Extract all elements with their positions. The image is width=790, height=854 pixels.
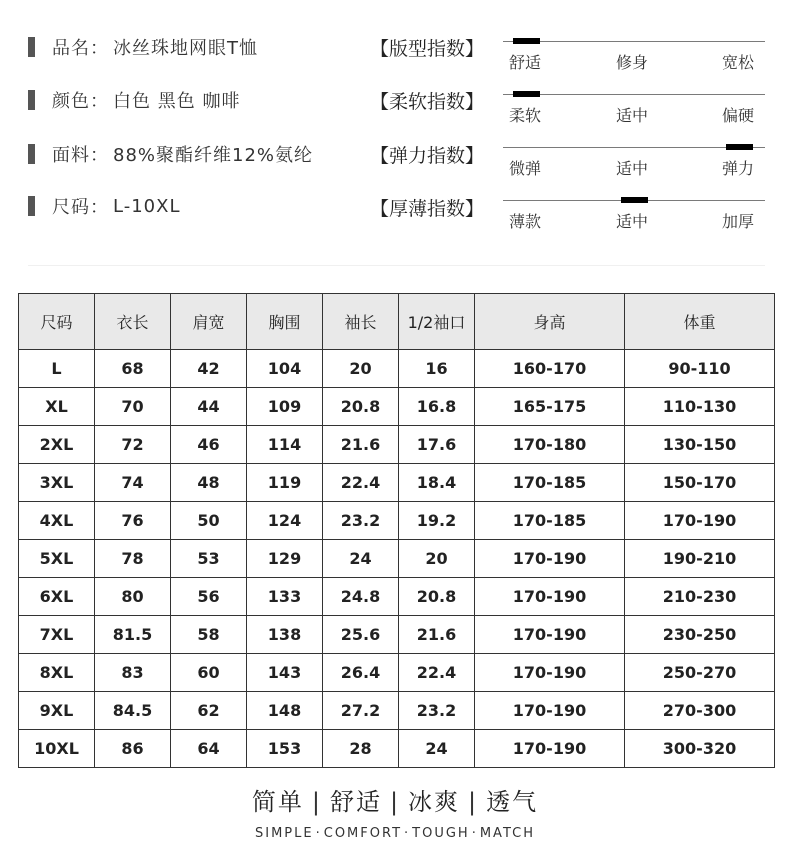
index-scale-fit [503, 38, 765, 78]
table-cell: 130-150 [625, 426, 775, 464]
table-cell: 76 [95, 502, 171, 540]
table-cell: 56 [171, 578, 247, 616]
table-cell: 160-170 [475, 350, 625, 388]
table-cell: 19.2 [399, 502, 475, 540]
info-label: 面料： [52, 145, 109, 166]
scale-tick-label: 微弹 [509, 159, 542, 178]
info-bullet-bar [28, 37, 35, 57]
info-bullet-bar [28, 90, 35, 110]
table-cell: 83 [95, 654, 171, 692]
subtagline [0, 826, 790, 841]
info-value: 88%聚酯纤维12%氨纶 [113, 145, 314, 166]
table-header-cell: 尺码 [19, 294, 95, 350]
info-label: 颜色： [52, 91, 109, 112]
table-cell: 2XL [19, 426, 95, 464]
table-header-cell: 肩宽 [171, 294, 247, 350]
table-cell: 72 [95, 426, 171, 464]
table-header-cell: 胸围 [247, 294, 323, 350]
info-row-size [28, 195, 180, 217]
table-cell: 80 [95, 578, 171, 616]
table-cell: 22.4 [323, 464, 399, 502]
table-cell: 170-190 [625, 502, 775, 540]
table-header-cell: 身高 [475, 294, 625, 350]
table-cell: 22.4 [399, 654, 475, 692]
info-row-fabric [28, 143, 313, 165]
table-cell: 53 [171, 540, 247, 578]
table-cell: 16.8 [399, 388, 475, 426]
scale-tick-label: 舒适 [509, 53, 542, 72]
tagline-separator: | [389, 788, 401, 816]
table-cell: 46 [171, 426, 247, 464]
table-cell: 86 [95, 730, 171, 768]
subtagline-word: SIMPLE [255, 826, 314, 841]
table-header-row [19, 294, 775, 350]
table-row [19, 616, 775, 654]
info-row-color [28, 89, 240, 111]
table-cell: 60 [171, 654, 247, 692]
table-cell: 170-190 [475, 730, 625, 768]
table-cell: 21.6 [323, 426, 399, 464]
info-value: 冰丝珠地网眼T恤 [113, 38, 258, 59]
table-cell: 90-110 [625, 350, 775, 388]
table-cell: 119 [247, 464, 323, 502]
info-bullet-bar [28, 144, 35, 164]
table-cell: 58 [171, 616, 247, 654]
table-row [19, 730, 775, 768]
table-cell: 270-300 [625, 692, 775, 730]
table-cell: 21.6 [399, 616, 475, 654]
table-cell: 7XL [19, 616, 95, 654]
info-value: 白色 黑色 咖啡 [113, 91, 241, 112]
table-cell: 84.5 [95, 692, 171, 730]
table-cell: 17.6 [399, 426, 475, 464]
table-cell: XL [19, 388, 95, 426]
table-cell: 6XL [19, 578, 95, 616]
table-cell: 300-320 [625, 730, 775, 768]
table-cell: 74 [95, 464, 171, 502]
table-header-cell: 1/2袖口 [399, 294, 475, 350]
scale-level-marker [513, 38, 540, 44]
table-cell: 68 [95, 350, 171, 388]
tagline-word: 冰爽 [408, 788, 461, 816]
subtagline-word: COMFORT [323, 826, 403, 841]
table-header-cell: 衣长 [95, 294, 171, 350]
table-cell: 4XL [19, 502, 95, 540]
index-label-fit: 【版型指数】 [370, 38, 485, 60]
table-cell: 24 [323, 540, 399, 578]
table-row [19, 654, 775, 692]
size-chart-table [18, 293, 775, 768]
table-cell: 124 [247, 502, 323, 540]
table-cell: 5XL [19, 540, 95, 578]
table-cell: 70 [95, 388, 171, 426]
table-cell: 109 [247, 388, 323, 426]
table-cell: 170-185 [475, 464, 625, 502]
table-row [19, 578, 775, 616]
scale-tick-label: 加厚 [722, 212, 755, 231]
tagline-word: 舒适 [329, 788, 382, 816]
subtagline-separator: · [404, 826, 411, 841]
info-row-name [28, 36, 258, 58]
table-cell: 50 [171, 502, 247, 540]
table-row [19, 464, 775, 502]
scale-level-marker [726, 144, 753, 150]
table-cell: 16 [399, 350, 475, 388]
table-row [19, 388, 775, 426]
table-cell: 9XL [19, 692, 95, 730]
table-cell: 25.6 [323, 616, 399, 654]
table-cell: 42 [171, 350, 247, 388]
table-cell: 170-190 [475, 692, 625, 730]
table-cell: 170-190 [475, 654, 625, 692]
scale-line [503, 94, 765, 95]
info-value: L-10XL [113, 195, 181, 217]
section-divider [28, 265, 765, 266]
tagline-word: 简单 [251, 788, 304, 816]
scale-tick-label: 偏硬 [722, 106, 755, 125]
table-cell: 138 [247, 616, 323, 654]
index-label-thickness: 【厚薄指数】 [370, 198, 485, 220]
index-label-elasticity: 【弹力指数】 [370, 145, 485, 167]
table-cell: 20 [323, 350, 399, 388]
scale-tick-label: 修身 [616, 53, 649, 72]
subtagline-word: TOUGH [412, 826, 470, 841]
info-label: 尺码： [52, 197, 109, 218]
table-cell: 133 [247, 578, 323, 616]
table-cell: 170-180 [475, 426, 625, 464]
table-row [19, 692, 775, 730]
table-cell: 170-190 [475, 540, 625, 578]
table-cell: 20.8 [323, 388, 399, 426]
subtagline-separator: · [315, 826, 322, 841]
table-row [19, 540, 775, 578]
table-body [19, 350, 775, 768]
tagline [0, 782, 790, 817]
table-cell: 104 [247, 350, 323, 388]
table-cell: 150-170 [625, 464, 775, 502]
table-cell: 153 [247, 730, 323, 768]
scale-tick-label: 柔软 [509, 106, 542, 125]
table-cell: 165-175 [475, 388, 625, 426]
table-cell: L [19, 350, 95, 388]
table-cell: 230-250 [625, 616, 775, 654]
table-cell: 210-230 [625, 578, 775, 616]
table-cell: 78 [95, 540, 171, 578]
table-cell: 148 [247, 692, 323, 730]
tagline-separator: | [468, 788, 479, 816]
table-row [19, 350, 775, 388]
table-cell: 26.4 [323, 654, 399, 692]
table-cell: 170-185 [475, 502, 625, 540]
subtagline-word: MATCH [479, 826, 535, 841]
scale-tick-label: 适中 [616, 159, 649, 178]
index-scale-thickness [503, 197, 765, 237]
scale-line [503, 41, 765, 42]
table-cell: 64 [171, 730, 247, 768]
table-row [19, 426, 775, 464]
index-scale-elasticity [503, 144, 765, 184]
scale-level-marker [621, 197, 648, 203]
table-row [19, 502, 775, 540]
table-cell: 20.8 [399, 578, 475, 616]
info-label: 品名： [52, 38, 109, 59]
scale-tick-label: 适中 [616, 106, 649, 125]
table-cell: 24 [399, 730, 475, 768]
info-bullet-bar [28, 196, 35, 216]
table-cell: 18.4 [399, 464, 475, 502]
scale-tick-label: 宽松 [722, 53, 755, 72]
table-cell: 23.2 [323, 502, 399, 540]
table-cell: 23.2 [399, 692, 475, 730]
table-cell: 20 [399, 540, 475, 578]
table-header-cell: 袖长 [323, 294, 399, 350]
table-cell: 190-210 [625, 540, 775, 578]
table-cell: 24.8 [323, 578, 399, 616]
table-cell: 81.5 [95, 616, 171, 654]
table-cell: 250-270 [625, 654, 775, 692]
table-cell: 8XL [19, 654, 95, 692]
index-label-softness: 【柔软指数】 [370, 91, 485, 113]
table-cell: 170-190 [475, 616, 625, 654]
table-header-cell: 体重 [625, 294, 775, 350]
table-cell: 62 [171, 692, 247, 730]
table-cell: 110-130 [625, 388, 775, 426]
table-cell: 170-190 [475, 578, 625, 616]
scale-tick-label: 适中 [616, 212, 649, 231]
subtagline-separator: · [471, 826, 478, 841]
scale-tick-label: 薄款 [509, 212, 542, 231]
table-cell: 48 [171, 464, 247, 502]
scale-level-marker [513, 91, 540, 97]
table-cell: 10XL [19, 730, 95, 768]
table-cell: 114 [247, 426, 323, 464]
tagline-word: 透气 [486, 788, 539, 816]
table-cell: 28 [323, 730, 399, 768]
tagline-separator: | [311, 788, 322, 816]
table-cell: 129 [247, 540, 323, 578]
index-scale-softness [503, 91, 765, 131]
table-cell: 44 [171, 388, 247, 426]
table-cell: 143 [247, 654, 323, 692]
table-cell: 3XL [19, 464, 95, 502]
scale-tick-label: 弹力 [722, 159, 755, 178]
table-cell: 27.2 [323, 692, 399, 730]
